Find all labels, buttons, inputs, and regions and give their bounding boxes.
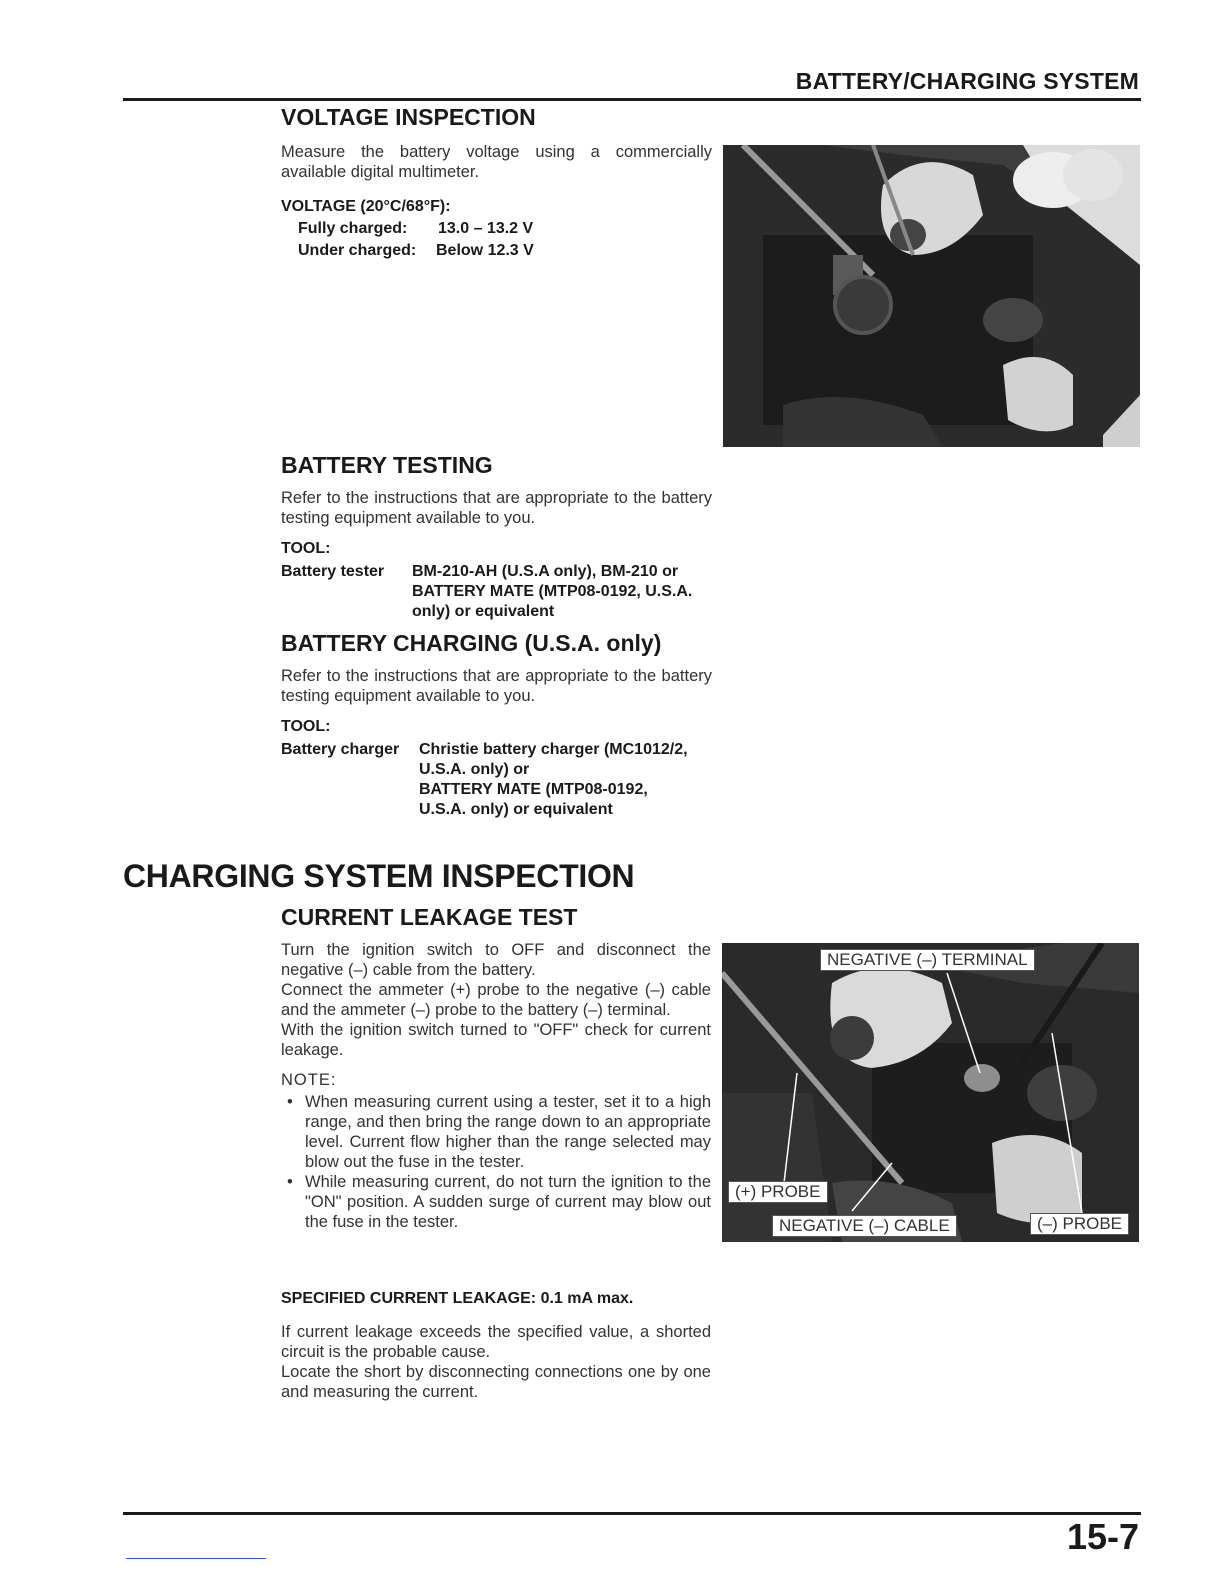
battery-testing-text: Refer to the instructions that are appropriate to the battery testing equipment available to you.	[281, 489, 712, 527]
header-rule	[123, 98, 1141, 101]
charging-tool-values	[419, 740, 688, 820]
footer-link-underline	[126, 1558, 266, 1559]
leakage-paragraph: Turn the ignition switch to OFF and disconnect the negative (–) cable from the battery.	[281, 941, 711, 979]
note-list	[281, 1092, 711, 1232]
charging-tool-line: Christie battery charger (MC1012/2,	[419, 741, 688, 758]
voltage-inspection-heading: VOLTAGE INSPECTION	[281, 104, 536, 130]
charging-system-inspection-heading: CHARGING SYSTEM INSPECTION	[123, 858, 635, 894]
testing-tool-label: Battery tester	[281, 563, 385, 580]
testing-tool-line: BATTERY MATE (MTP08-0192, U.S.A.	[412, 583, 693, 600]
leakage-paragraph: With the ignition switch turned to "OFF" check for current leakage.	[281, 1021, 711, 1059]
leakage-closing-text	[281, 1322, 711, 1402]
voltage-row-value: Below 12.3 V	[436, 242, 534, 259]
voltage-row-value: 13.0 – 13.2 V	[438, 220, 534, 237]
voltage-spec-heading: VOLTAGE (20°C/68°F):	[281, 198, 451, 215]
note-item: • While measuring current, do not turn the ignition to the "ON" position. A sudden surge of current may blow out the fuse in the tester.	[281, 1172, 711, 1232]
voltage-spec-table	[298, 218, 598, 262]
current-leakage-photo	[722, 943, 1139, 1242]
closing-paragraph: If current leakage exceeds the specified value, a shorted circuit is the probable cause.	[281, 1323, 711, 1361]
specified-current-leakage: SPECIFIED CURRENT LEAKAGE: 0.1 mA max.	[281, 1290, 634, 1307]
testing-tool-line: only) or equivalent	[412, 603, 555, 620]
voltage-row-fully-charged	[298, 218, 598, 240]
testing-tool-row	[281, 562, 721, 622]
leakage-instructions	[281, 940, 711, 1232]
current-leakage-test-heading: CURRENT LEAKAGE TEST	[281, 904, 578, 930]
multimeter-battery-illustration	[723, 145, 1140, 447]
charging-tool-line: BATTERY MATE (MTP08-0192,	[419, 781, 648, 798]
note-item: • When measuring current using a tester, set it to a high range, and then bring the range down to an appropriate level. Current flow higher than the range selected may blow out the fuse in the tester.	[281, 1092, 711, 1172]
battery-charging-heading: BATTERY CHARGING (U.S.A. only)	[281, 630, 662, 656]
page-number: 15-7	[1066, 1516, 1139, 1557]
multimeter-battery-photo	[723, 145, 1140, 447]
battery-testing-heading: BATTERY TESTING	[281, 452, 493, 478]
voltage-row-label: Under charged:	[298, 242, 417, 259]
callout-minus-probe: (–) PROBE	[1030, 1213, 1129, 1235]
section-header-title: BATTERY/CHARGING SYSTEM	[795, 68, 1139, 94]
charging-tool-heading: TOOL:	[281, 718, 331, 735]
note-heading: NOTE:	[281, 1071, 337, 1089]
testing-tool-heading: TOOL:	[281, 540, 331, 557]
voltage-intro-text: Measure the battery voltage using a commercially available digital multimeter.	[281, 143, 712, 181]
charging-tool-row	[281, 740, 721, 820]
charging-tool-label: Battery charger	[281, 741, 400, 758]
testing-tool-values	[412, 562, 692, 622]
voltage-row-label: Fully charged:	[298, 220, 408, 237]
voltage-row-under-charged	[298, 240, 598, 262]
charging-tool-line: U.S.A. only) or	[419, 761, 530, 778]
footer-rule	[123, 1512, 1141, 1515]
charging-tool-line: U.S.A. only) or equivalent	[419, 801, 613, 818]
battery-charging-text: Refer to the instructions that are appropriate to the battery testing equipment available to you.	[281, 667, 712, 705]
callout-negative-cable: NEGATIVE (–) CABLE	[772, 1215, 957, 1237]
testing-tool-line: BM-210-AH (U.S.A only), BM-210 or	[412, 563, 679, 580]
closing-paragraph: Locate the short by disconnecting connections one by one and measuring the current.	[281, 1363, 711, 1401]
leakage-paragraph: Connect the ammeter (+) probe to the negative (–) cable and the ammeter (–) probe to the battery (–) terminal.	[281, 981, 711, 1019]
callout-negative-terminal: NEGATIVE (–) TERMINAL	[820, 949, 1035, 971]
callout-plus-probe: (+) PROBE	[728, 1181, 828, 1203]
